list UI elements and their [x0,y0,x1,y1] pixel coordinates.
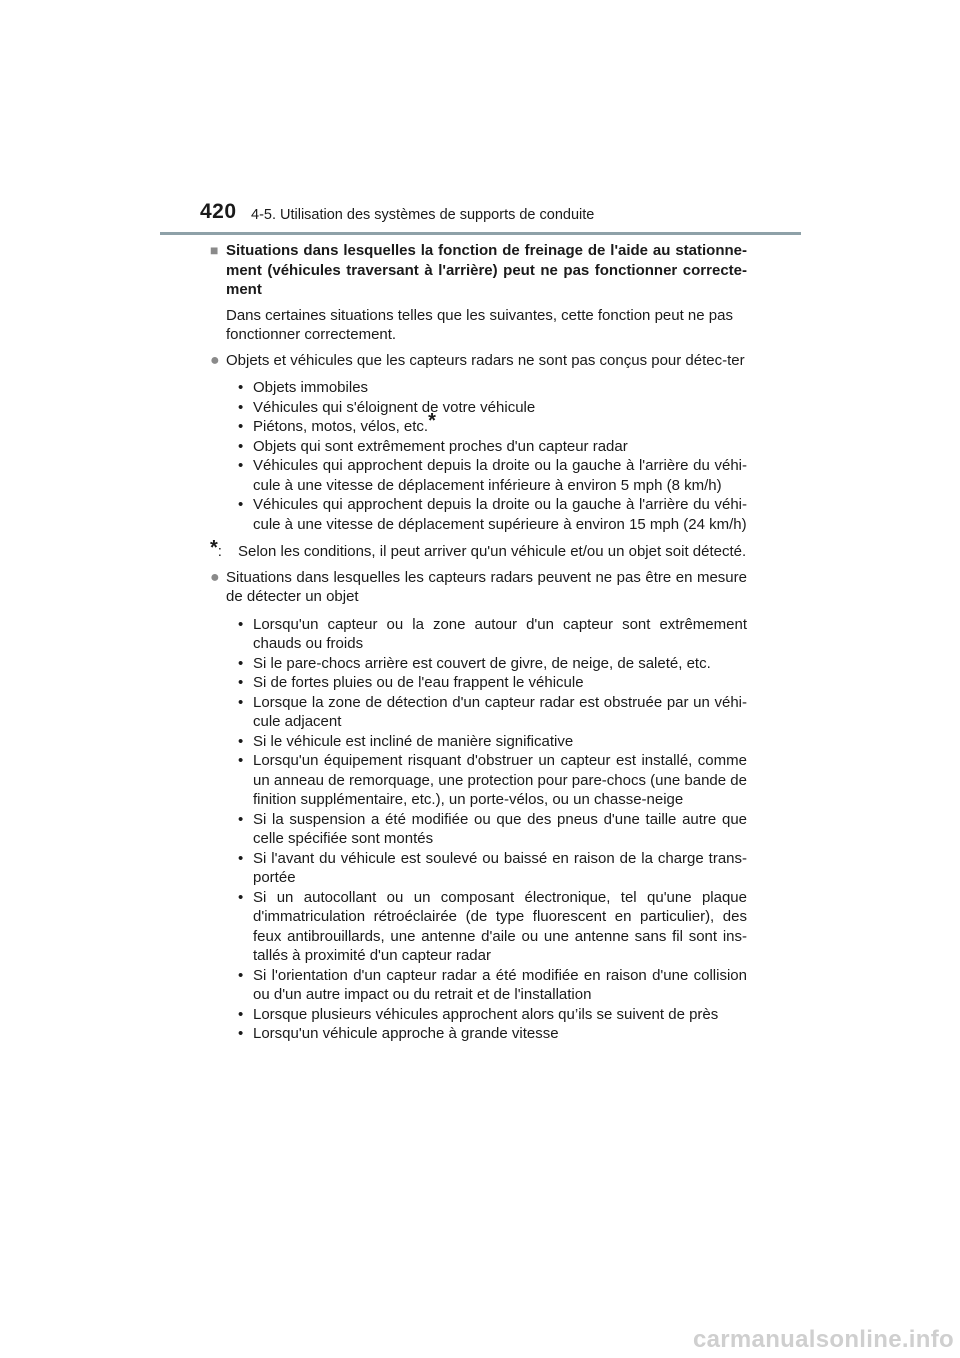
list-item: • Véhicules qui approchent depuis la droite ou la gauche à l'arrière du véhi-cule à une vitesse de déplacement inférieure à environ 5 mph (8 km/h) [238,457,747,494]
list-item: • Lorsqu'un véhicule approche à grande vitesse [238,1025,559,1042]
dot-marker: • [238,496,244,513]
dot-marker: • [238,849,244,867]
sub-list [210,378,747,534]
circle-bullet-icon: ● [210,568,220,586]
bullet-text: Situations dans lesquelles les capteurs radars peuvent ne pas être en mesure de détecter un objet [226,568,747,605]
dot-marker: • [238,693,244,711]
list-item: • Si le pare-chocs arrière est couvert de givre, de neige, de saleté, etc. [238,654,711,672]
bullet-text: Objets et véhicules que les capteurs radars ne sont pas conçus pour détec-ter [226,351,745,369]
dot-marker: • [238,810,244,828]
list-item: • Si le véhicule est incliné de manière significative [238,732,574,750]
list-item: • Véhicules qui approchent depuis la droite ou la gauche à l'arrière du véhi-cule à une vitesse de déplacement supérieure à environ 15 mph (24 km/h) [238,496,747,533]
dot-marker: • [238,966,244,984]
dot-marker: • [238,418,244,435]
list-item: • Si l'orientation d'un capteur radar a été modifiée en raison d'une collision ou d'un autre impact ou du retrait et de l'installation [238,966,747,1003]
circle-bullet-icon: ● [210,351,220,369]
square-bullet-icon: ■ [210,242,219,258]
list-item: • Piétons, motos, vélos, etc.* [238,410,436,435]
section-title-text: Situations dans lesquelles la fonction de freinage de l'aide au stationne-ment (véhicules traversant à l'arrière) peut ne pas fonctionner correcte-ment [226,242,747,298]
section-intro: Dans certaines situations telles que les suivantes, cette fonction peut ne pas fonctionner correctement. [226,306,733,343]
dot-marker: • [238,379,244,396]
sub-list [210,615,747,1044]
dot-marker: • [238,1005,244,1023]
dot-marker: • [238,615,244,633]
dot-marker: • [238,732,244,750]
list-item: • Si un autocollant ou un composant électronique, tel qu'une plaque d'immatriculation rétroéclairée (de type fluorescent en particulier), des feux antibrouillards, une antenne d'aile ou une antenne sans fil sont ins-tallés à proximité d'un capteur radar [238,888,747,964]
list-item: • Lorsqu'un équipement risquant d'obstruer un capteur est installé, comme un anneau de remorquage, une protection pour pare-chocs (une bande de finition supplémentaire, etc.), un porte-vélos, ou un chasse-neige [238,752,747,808]
dot-marker: • [238,674,244,691]
dot-marker: • [238,752,244,769]
list-item: • Lorsque la zone de détection d'un capteur radar est obstruée par un véhi-cule adjacent [238,693,747,730]
watermark: carmanualsonline.info [692,1326,954,1353]
header-divider [160,232,801,235]
bullet-undetectable-objects [210,351,747,371]
footnote-star-mark: * [428,410,436,432]
dot-marker: • [238,654,244,672]
page-header [0,0,960,240]
list-item: • Si de fortes pluies ou de l'eau frappent le véhicule [238,674,584,691]
footnote [210,537,747,562]
footnote-star-icon: * [210,537,218,559]
list-item: • Si l'avant du véhicule est soulevé ou baissé en raison de la charge trans-portée [238,849,747,886]
dot-marker: • [238,437,244,455]
footnote-colon: : [217,543,222,560]
page-content [210,241,747,1044]
dot-marker: • [238,398,244,416]
dot-marker: • [238,888,244,906]
section-heading [210,241,747,300]
page-number: 420 [200,200,237,223]
list-item: • Lorsque plusieurs véhicules approchent alors qu’ils se suivent de près [238,1005,719,1023]
chapter-title: 4-5. Utilisation des systèmes de supports de conduite [251,207,595,223]
list-item: • Lorsqu'un capteur ou la zone autour d'un capteur sont extrêmement chauds ou froids [238,615,747,652]
list-item: • Si la suspension a été modifiée ou que des pneus d'une taille autre que celle spécifiée sont montés [238,810,747,847]
list-item: • Véhicules qui s'éloignent de votre véhicule [238,398,536,416]
footnote-text: Selon les conditions, il peut arriver qu'un véhicule et/ou un objet soit détecté. [238,543,747,560]
dot-marker: • [238,457,244,474]
dot-marker: • [238,1025,244,1042]
bullet-detection-failure [210,568,747,607]
list-item: • Objets immobiles [238,379,369,396]
list-item: • Objets qui sont extrêmement proches d'un capteur radar [238,437,628,455]
